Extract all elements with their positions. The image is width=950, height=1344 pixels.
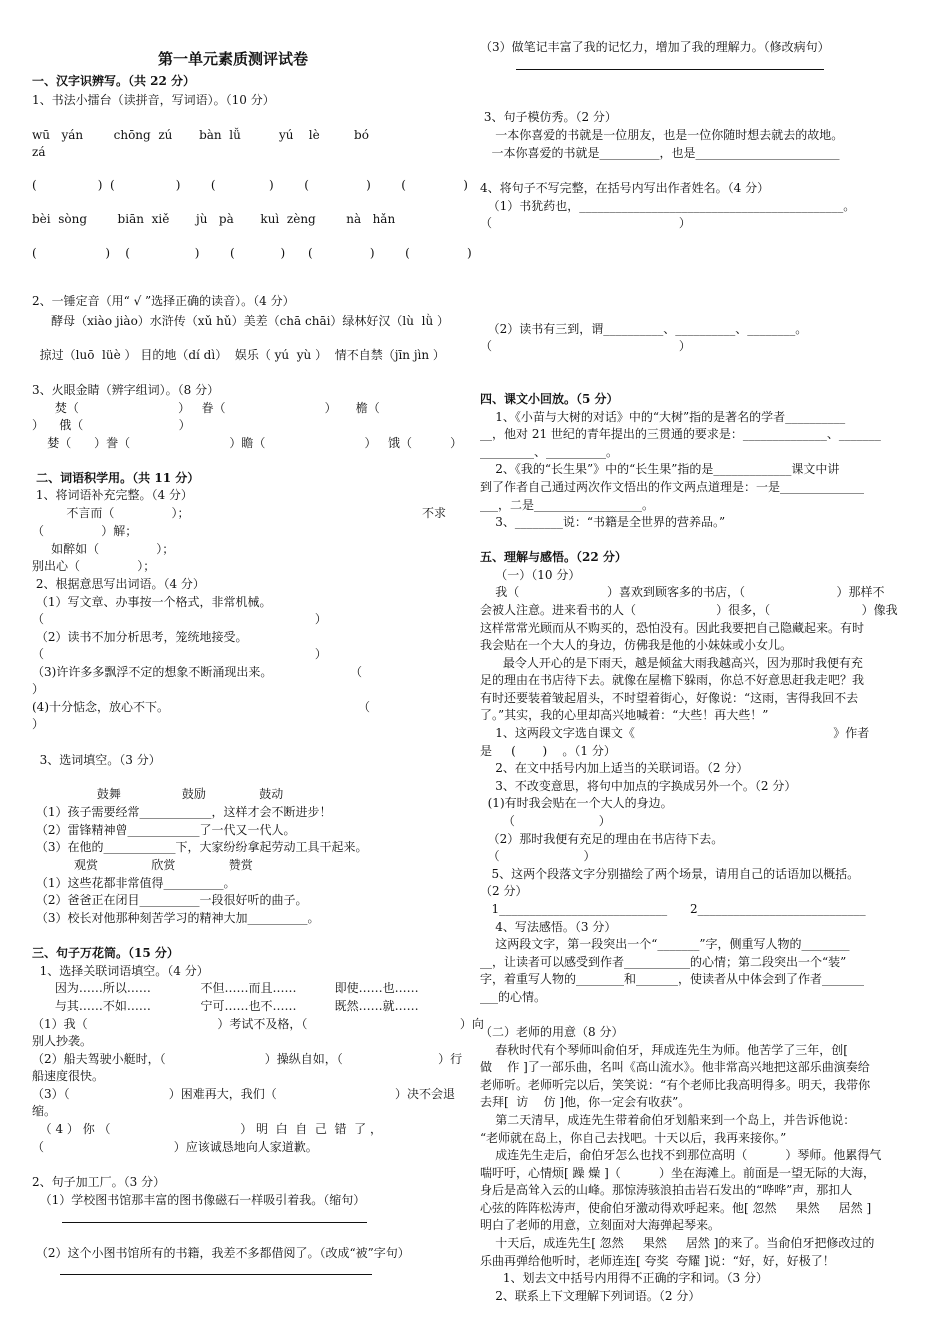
passage-line: 去拜[ 访 仿 ]他，你一定会有收获”。 <box>480 1095 691 1109</box>
answer-brackets[interactable]: （ ） <box>480 216 691 230</box>
question: 1、将词语补充完整。（4 分） <box>32 488 193 502</box>
passage-line: 我会贴在一个大人的身边，仿佛我是他的小妹妹或小女儿。 <box>480 638 793 652</box>
question-line: 字，着重写人物的________和_______，使读者从中体会到了作者_______ <box>480 972 865 986</box>
pinyin-row: wū yán chōng zú bàn lǚ yú lè bó <box>32 128 369 142</box>
passage-line: 做 作 ]了一部乐曲，名叫《高山流水》。他非常高兴地把这部乐曲演奏给 <box>480 1060 870 1074</box>
answer-brackets[interactable]: ( ) ( ) ( ) ( ) ( ) <box>32 178 468 192</box>
question: 3、句子模仿秀。（2 分） <box>480 110 617 124</box>
word-options: 鼓舞 鼓励 鼓动 <box>32 787 284 801</box>
answer-brackets[interactable]: （ ） <box>480 339 691 353</box>
question-line: ___的心情。 <box>480 990 547 1004</box>
question-line: （2）这个小图书馆所有的书籍，我差不多都借阅了。（改成“被”字句） <box>32 1246 410 1260</box>
question-line: (4)十分惦念，放心不下。 <box>32 700 169 714</box>
passage-line: 了。”其实，我的心里却高兴地喊着：“大些！再大些！” <box>480 708 769 722</box>
question: 3、火眼金睛（辨字组词）。（8 分） <box>32 383 220 397</box>
pinyin-row: bèi sòng biān xiě jù pà kuì zèng nà hǎn <box>32 212 396 226</box>
answer-brackets[interactable]: （ <box>358 700 371 714</box>
question-line: （1）学校图书馆那丰富的图书像磁石一样吸引着我。（缩句） <box>32 1193 366 1207</box>
passage-line: 明白了老师的用意，立刻面对大海弹起琴来。 <box>480 1218 721 1232</box>
question-line: 船速度很快。 <box>32 1069 105 1083</box>
passage-line: 这样常常光顾而从不购买的，恐怕没有。因此我要把自己隐藏起来。有时 <box>480 621 865 635</box>
passage-line: 有时还要装着皱起眉头，不时望着街心，好像说：“这雨，害得我回不去 <box>480 691 859 705</box>
answer-line[interactable] <box>60 1274 372 1275</box>
question-line: __，让读者可以感受到作者___________的心情；第二段突出一个“装” <box>480 955 847 969</box>
question-line: （3）（ ）困难再大，我们（ ）决不会退 <box>32 1087 456 1101</box>
passage-line: 我（ ）喜欢到顾客多的书店，（ ）那样不 <box>480 585 885 599</box>
question-line: 婪（ ）誊（ ）瞻（ ） 饿（ ） <box>32 436 463 450</box>
passage-heading: （二）老师的用意（8 分） <box>480 1025 624 1039</box>
section-heading: 一、汉字识辨写。（共 22 分） <box>32 74 196 88</box>
question-line: （ ）应该诚恳地向人家道歉。 <box>32 1140 318 1154</box>
passage-line: 喘吁吁，心情烦[ 躁 燥 ]（ ）坐在海滩上。前面是一望无际的大海， <box>480 1166 875 1180</box>
section-heading: 四、课文小回放。（5 分） <box>480 392 619 406</box>
question-line: （1）书犹药也，____________________________________________。 <box>480 199 856 213</box>
question-line: 2、《我的“长生果”》中的“长生果”指的是_____________课文中讲 <box>480 462 840 476</box>
question-line: 这两段文字，第一段突出一个“_______”字，侧重写人物的________ <box>480 937 850 951</box>
question-line: 2、联系上下文理解下列词语。（2 分） <box>480 1289 701 1303</box>
passage-line: 足的理由在书店待下去。就像在屋檐下躲雨，你总不好意思赶我走吧？我 <box>480 673 865 687</box>
answer-brackets[interactable]: ） <box>32 682 45 696</box>
answer-brackets[interactable]: （ ） <box>32 612 327 626</box>
question-line: 1、这两段文字选自课文《 》作者 <box>480 726 870 740</box>
question-line: 不言而（ ）； <box>32 506 190 520</box>
question-line: （3）校长对他那种刻苦学习的精神大加__________。 <box>32 911 320 925</box>
question-line: 3、不改变意思，将句中加点的字换成另外一个。（2 分） <box>480 779 797 793</box>
passage-line: 成连先生走后，俞伯牙怎么也找不到那位高明（ ）琴师。他累得气 <box>480 1148 882 1162</box>
passage-line: 春秋时代有个琴师叫俞伯牙，拜成连先生为师。他苦学了三年，创[ <box>480 1043 848 1057</box>
section-heading: 三、句子万花筒。（15 分） <box>32 946 179 960</box>
question: 1、书法小擂台（读拼音，写词语）。（10 分） <box>32 93 275 107</box>
passage-line: 第二天清早，成连先生带着俞伯牙划船来到一个岛上，并告诉他说： <box>480 1113 856 1127</box>
question-line: 4、写法感悟。（3 分） <box>480 920 617 934</box>
question-line: 一本你喜爱的书就是__________，也是________________________ <box>480 146 840 160</box>
answer-line[interactable] <box>516 69 824 70</box>
question-line: 不求 <box>422 506 447 520</box>
section-heading: 五、理解与感悟。（22 分） <box>480 550 627 564</box>
word-options: 与其……不如…… 宁可……也不…… 既然……就…… <box>32 999 419 1013</box>
word-options: 观赏 欣赏 赞赏 <box>32 858 253 872</box>
question-line: （1）我（ ）考试不及格，（ ）向 <box>32 1017 484 1031</box>
question-line: 别人抄袭。 <box>32 1034 93 1048</box>
question-line: （2）船夫驾驶小艇时，（ ）操纵自如，（ ）行 <box>32 1052 463 1066</box>
question-line: 是 ( ) 。（1 分） <box>480 744 616 758</box>
question-line: (1)有时我会贴在一个大人的身边。 <box>480 796 673 810</box>
question-line: ___，二是__________________。 <box>480 498 655 512</box>
question: 4、将句子不写完整，在括号内写出作者姓名。（4 分） <box>480 181 770 195</box>
question-line: 2、在文中括号内加上适当的关联词语。（2 分） <box>480 761 749 775</box>
pinyin-row: zá <box>32 145 46 159</box>
word-options: 因为……所以…… 不但……而且…… 即使……也…… <box>32 981 419 995</box>
question: 2、根据意思写出词语。（4 分） <box>32 577 205 591</box>
question-line: 酵母（xiào jiào）水浒传（xǔ hǔ）美差（chā chāi）绿林好汉（lù lǜ ） <box>32 314 450 328</box>
passage-line: 老师听。老师听完以后，笑笑说：“有个老师比我高明得多。明天，我带你 <box>480 1078 871 1092</box>
question-line: 别出心（ ）； <box>32 559 156 573</box>
passage-line: 身后是高耸入云的山峰。那惊涛骇浪拍击岩石发出的“哗哗”声，那扣人 <box>480 1183 853 1197</box>
answer-brackets[interactable]: （ ） <box>480 814 611 828</box>
answer-brackets[interactable]: （ <box>350 665 363 679</box>
question-line: （1）孩子需要经常____________，这样才会不断进步！ <box>32 805 332 819</box>
answer-brackets[interactable]: ( ) ( ) ( ) ( ) ( ) <box>32 246 472 260</box>
question-line: （3）做笔记丰富了我的记忆力，增加了我的理解力。（修改病句） <box>480 40 830 54</box>
question-line: （1）写文章、办事按一个格式，非常机械。 <box>32 595 272 609</box>
question-line: （1）这些花都非常值得__________。 <box>32 876 236 890</box>
passage-line: “老师就在岛上，你自己去找吧。十天以后，我再来接你。” <box>480 1131 787 1145</box>
passage-line: 乐曲再弹给他听时，老师连连[ 夸奖 夸耀 ]说：“好，好，好极了！ <box>480 1254 835 1268</box>
question-line: 掠过（luō lüè ） 目的地（dí dì） 娱乐（ yú yù ） 情不自禁（jīn jìn ） <box>32 348 445 362</box>
question-line: （2）读书有三到，谓__________、__________、________。 <box>480 322 808 336</box>
question-line: （2）读书不加分析思考，笼统地接受。 <box>32 630 248 644</box>
answer-line[interactable]: 1____________________________ 2____________________________ <box>480 902 866 916</box>
question-line: 如醉如（ ）； <box>32 542 175 556</box>
question-line: 1、划去文中括号内用得不正确的字和词。（3 分） <box>480 1271 768 1285</box>
question-line: 缩。 <box>32 1104 57 1118</box>
question-line: 3、________说：“书籍是全世界的营养品。” <box>480 515 726 529</box>
answer-brackets[interactable]: ） <box>32 717 45 731</box>
answer-brackets[interactable]: （ ） <box>480 849 596 863</box>
section-heading: 二、词语积学用。（共 11 分） <box>32 471 200 485</box>
passage-heading: （一）（10 分） <box>480 568 581 582</box>
question-line: （3)许许多多飘浮不定的想象不断涌现出来。 <box>32 665 273 679</box>
page-title: 第一单元素质测评试卷 <box>158 50 309 68</box>
passage-line: 最令人开心的是下雨天，越是倾盆大雨我越高兴，因为那时我便有充 <box>480 656 863 670</box>
question-line: 一本你喜爱的书就是一位朋友，也是一位你随时想去就去的故地。 <box>480 128 844 142</box>
question: 2、一锤定音（用“ √ ”选择正确的读音）。（4 分） <box>32 294 295 308</box>
question-line: （2 分） <box>480 884 528 898</box>
question-line: 焚（ ） 眷（ ） 檐（ <box>32 401 380 415</box>
question-line: （2）那时我便有充足的理由在书店待下去。 <box>480 832 724 846</box>
question: 2、句子加工厂。（3 分） <box>32 1175 166 1189</box>
question: 3、选词填空。（3 分） <box>32 753 161 767</box>
question-line: （2）雷锋精神曾____________了一代又一代人。 <box>32 823 296 837</box>
question-line: _________、__________。 <box>480 445 619 459</box>
question-line: 1、《小苗与大树的对话》中的“大树”指的是著名的学者__________ <box>480 410 846 424</box>
question-line: （3）在他的____________下，大家纷纷拿起劳动工具干起来。 <box>32 840 368 854</box>
answer-line[interactable] <box>62 1222 367 1223</box>
answer-brackets[interactable]: （ ） <box>32 647 327 661</box>
question-line: （ 4 ） 你 （ ） 明 白 自 己 错 了 ， <box>32 1122 382 1136</box>
question-line: （ ）解； <box>32 524 138 538</box>
question-line: 到了作者自己通过两次作文悟出的作文两点道理是：一是______________ <box>480 480 865 494</box>
passage-line: 心弦的阵阵松涛声，使俞伯牙激动得欢呼起来。他[ 忽然 果然 居然 ] <box>480 1201 872 1215</box>
passage-line: 十天后，成连先生[ 忽然 果然 居然 ]的来了。当俞伯牙把修改过的 <box>480 1236 875 1250</box>
question-line: ） 俄（ ） <box>32 418 191 432</box>
question-line: （2）爸爸正在闭目__________一段很好听的曲子。 <box>32 893 308 907</box>
question-line: 5、这两个段落文字分别描绘了两个场景，请用自己的话语加以概括。 <box>480 867 860 881</box>
question-line: __，他对 21 世纪的青年提出的三贯通的要求是：______________、_______ <box>480 427 881 441</box>
passage-line: 会被人注意。进来看书的人（ ）很多，（ ）像我 <box>480 603 898 617</box>
question: 1、选择关联词语填空。（4 分） <box>32 964 209 978</box>
